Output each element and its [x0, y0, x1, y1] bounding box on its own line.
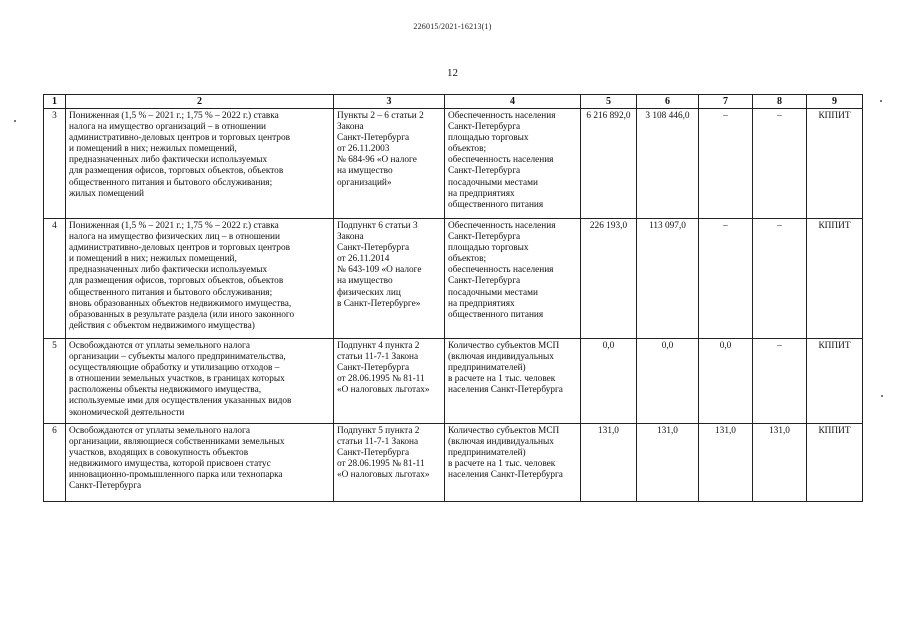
col-header-3: 3	[334, 95, 445, 109]
value-col-7: 0,0	[699, 339, 753, 424]
page-number: 12	[447, 67, 458, 79]
curator-code: КППИТ	[807, 339, 863, 424]
target-indicator: Обеспеченность населения Санкт-Петербурга площадью торговых объектов; обеспеченность населения Санкт-Петербурга посадочными местами на предприятиях общественного питания	[445, 109, 581, 219]
target-indicator: Количество субъектов МСП (включая индивидуальных предпринимателей) в расчете на 1 тыс. человек населения Санкт-Петербурга	[445, 339, 581, 424]
legal-basis: Подпункт 5 пункта 2 статьи 11-7-1 Закона Санкт-Петербурга от 28.06.1995 № 81-11 «О налоговых льготах»	[334, 424, 445, 502]
col-header-7: 7	[699, 95, 753, 109]
value-col-5: 0,0	[581, 339, 637, 424]
target-indicator: Обеспеченность населения Санкт-Петербурга площадью торговых объектов; обеспеченность населения Санкт-Петербурга посадочными местами на предприятиях общественного питания	[445, 219, 581, 339]
row-number: 4	[44, 219, 66, 339]
row-number: 3	[44, 109, 66, 219]
legal-basis: Подпункт 4 пункта 2 статьи 11-7-1 Закона Санкт-Петербурга от 28.06.1995 № 81-11 «О налоговых льготах»	[334, 339, 445, 424]
curator-code: КППИТ	[807, 219, 863, 339]
scan-mark	[14, 120, 16, 122]
curator-code: КППИТ	[807, 109, 863, 219]
tax-benefits-table	[43, 94, 863, 502]
benefit-description: Освобождаются от уплаты земельного налога организации – субъекты малого предпринимательства, осуществляющие обработку и утилизацию отходов – в отношении земельных участков, в границах которых расположены объекты недвижимого имущества, используемые ими для осуществления указанных видов экономической деятельности	[66, 339, 334, 424]
value-col-8: –	[753, 339, 807, 424]
document-id: 226015/2021-16213(1)	[413, 22, 492, 31]
col-header-9: 9	[807, 95, 863, 109]
col-header-5: 5	[581, 95, 637, 109]
value-col-5: 226 193,0	[581, 219, 637, 339]
col-header-8: 8	[753, 95, 807, 109]
value-col-7: 131,0	[699, 424, 753, 502]
benefit-description: Пониженная (1,5 % – 2021 г.; 1,75 % – 2022 г.) ставка налога на имущество организаций – в отношении административно-деловых центров и торговых центров и помещений в них; нежилых помещений, предназначенных либо фактически используемых для размещения офисов, торговых объектов, объектов общественного питания и бытового обслуживания; жилых помещений	[66, 109, 334, 219]
col-header-1: 1	[44, 95, 66, 109]
table-row	[44, 339, 863, 424]
row-number: 6	[44, 424, 66, 502]
table-row	[44, 219, 863, 339]
value-col-8: –	[753, 219, 807, 339]
value-col-6: 113 097,0	[637, 219, 699, 339]
target-indicator: Количество субъектов МСП (включая индивидуальных предпринимателей) в расчете на 1 тыс. человек населения Санкт-Петербурга	[445, 424, 581, 502]
value-col-8: 131,0	[753, 424, 807, 502]
value-col-5: 6 216 892,0	[581, 109, 637, 219]
value-col-7: –	[699, 109, 753, 219]
header-row	[44, 95, 863, 109]
value-col-6: 0,0	[637, 339, 699, 424]
benefit-description: Освобождаются от уплаты земельного налога организации, являющиеся собственниками земельных участков, входящих в совокупность объектов недвижимого имущества, которой присвоен статус инновационно-промышленного парка или технопарка Санкт-Петербурга	[66, 424, 334, 502]
col-header-4: 4	[445, 95, 581, 109]
row-number: 5	[44, 339, 66, 424]
col-header-2: 2	[66, 95, 334, 109]
scan-mark	[881, 395, 883, 397]
table-row	[44, 109, 863, 219]
scan-mark	[880, 100, 882, 102]
legal-basis: Подпункт 6 статьи 3 Закона Санкт-Петербурга от 26.11.2014 № 643-109 «О налоге на имущество физических лиц в Санкт-Петербурге»	[334, 219, 445, 339]
value-col-8: –	[753, 109, 807, 219]
legal-basis: Пункты 2 – 6 статьи 2 Закона Санкт-Петербурга от 26.11.2003 № 684-96 «О налоге на имущество организаций»	[334, 109, 445, 219]
value-col-6: 131,0	[637, 424, 699, 502]
value-col-7: –	[699, 219, 753, 339]
value-col-5: 131,0	[581, 424, 637, 502]
benefit-description: Пониженная (1,5 % – 2021 г.; 1,75 % – 2022 г.) ставка налога на имущество физических лиц – в отношении административно-деловых центров и торговых центров и помещений в них; нежилых помещений, предназначенных либо фактически используемых для размещения офисов, торговых объектов, объектов общественного питания и бытового обслуживания; вновь образованных объектов недвижимого имущества, образованных в результате раздела (или иного законного действия с объектом недвижимого имущества)	[66, 219, 334, 339]
col-header-6: 6	[637, 95, 699, 109]
value-col-6: 3 108 446,0	[637, 109, 699, 219]
table-row	[44, 424, 863, 502]
curator-code: КППИТ	[807, 424, 863, 502]
